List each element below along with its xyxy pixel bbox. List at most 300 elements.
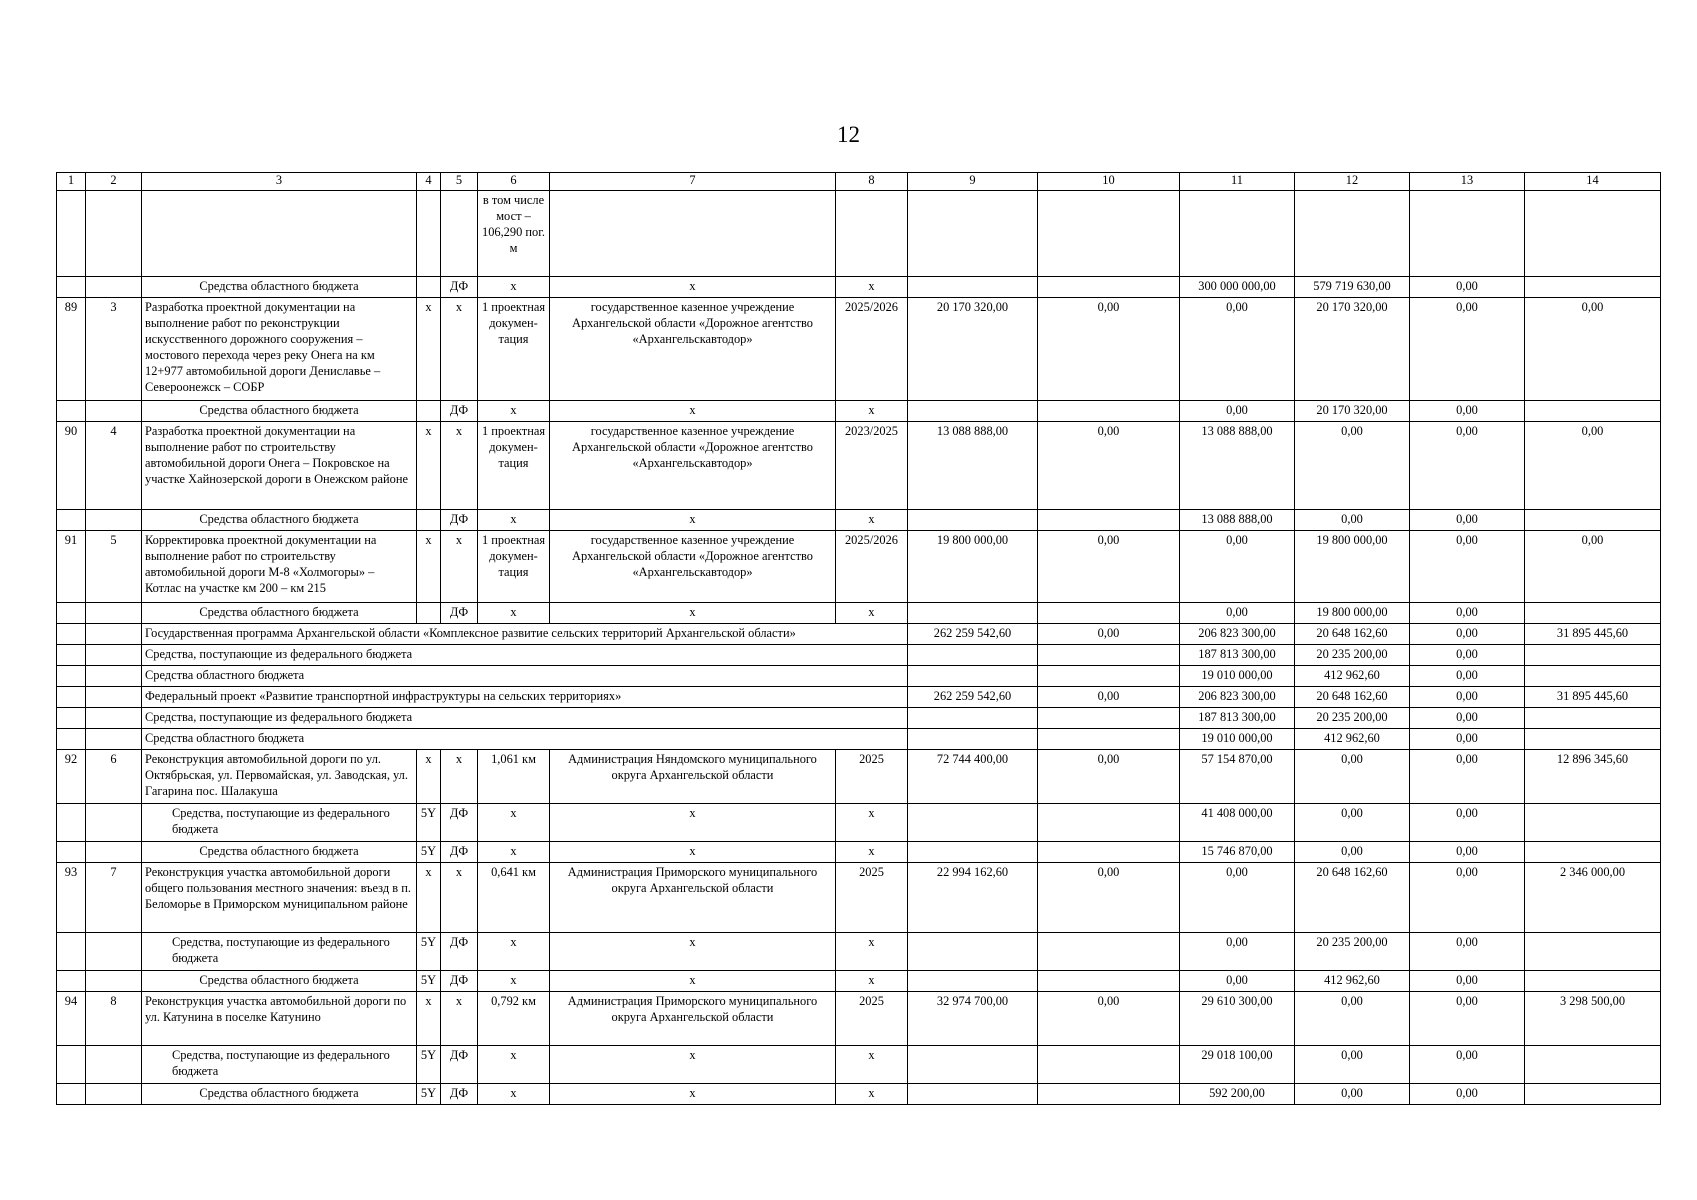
table-cell [1038,277,1180,298]
table-cell: х [836,510,908,531]
table-cell: 187 813 300,00 [1180,708,1295,729]
table-cell: х [550,401,836,422]
table-cell [908,708,1038,729]
table-cell: 0,00 [1180,531,1295,603]
column-number: 7 [550,173,836,191]
table-cell: х [417,422,441,510]
table-cell: 15 746 870,00 [1180,842,1295,863]
table-cell [57,277,86,298]
table-cell [908,971,1038,992]
table-cell: 4 [86,422,142,510]
table-cell [57,933,86,971]
table-cell: 2023/2025 [836,422,908,510]
column-number: 2 [86,173,142,191]
column-number: 4 [417,173,441,191]
table-cell [1525,401,1661,422]
table-cell [57,971,86,992]
table-cell: 0,00 [1410,277,1525,298]
table-cell: 13 088 888,00 [1180,422,1295,510]
table-cell: 0,00 [1038,863,1180,933]
table-cell: х [478,277,550,298]
table-row [57,933,1661,971]
table-cell: 0,00 [1180,603,1295,624]
row-title [142,191,417,277]
table-cell: 13 088 888,00 [1180,510,1295,531]
table-cell: 0,00 [1410,624,1525,645]
table-cell: х [441,531,478,603]
table-cell: 0,00 [1038,750,1180,804]
table-row [57,510,1661,531]
row-title: Средства областного бюджета [142,510,417,531]
table-cell: х [836,277,908,298]
table-cell [1038,191,1180,277]
table-cell: 0,00 [1410,750,1525,804]
table-cell: 0,00 [1410,971,1525,992]
table-cell: х [417,298,441,401]
table-cell: 0,00 [1410,401,1525,422]
table-cell: государственное казенное учреждение Архангельской области «Дорожное агентство «Архангельскавтодор» [550,531,836,603]
row-title: Корректировка проектной документации на выполнение работ по строительству автомобильной дороги М-8 «Холмогоры» – Котлас на участке км 200 – км 215 [142,531,417,603]
table-cell: 0,00 [1410,708,1525,729]
row-title: Разработка проектной документации на выполнение работ по реконструкции искусственного дорожного сооружения – мостового перехода через реку Онега на км 12+977 автомобильной дороги Дениславье – Североонежск – СОБР [142,298,417,401]
column-number-row [57,173,1661,191]
table-cell: х [836,1046,908,1084]
table-cell: 41 408 000,00 [1180,804,1295,842]
table-cell: 5Y [417,842,441,863]
page-number: 12 [837,122,860,147]
table-cell: 262 259 542,60 [908,624,1038,645]
table-cell: 20 170 320,00 [1295,298,1410,401]
table-cell [908,666,1038,687]
table-cell: х [417,531,441,603]
table-cell: 0,00 [1038,422,1180,510]
table-cell: 57 154 870,00 [1180,750,1295,804]
table-cell: 22 994 162,60 [908,863,1038,933]
table-cell: 19 800 000,00 [1295,531,1410,603]
table-cell: 20 235 200,00 [1295,645,1410,666]
table-cell: х [550,933,836,971]
table-cell [86,603,142,624]
table-cell: 12 896 345,60 [1525,750,1661,804]
table-cell [1525,708,1661,729]
table-cell: 94 [57,992,86,1046]
table-row [57,298,1661,401]
table-cell: 0,00 [1410,298,1525,401]
table-cell [1410,191,1525,277]
table-cell [1525,666,1661,687]
table-cell: 20 235 200,00 [1295,933,1410,971]
table-cell [86,804,142,842]
table-cell [1525,933,1661,971]
table-cell: 0,00 [1410,687,1525,708]
table-cell [86,645,142,666]
table-cell: х [550,510,836,531]
table-cell [57,708,86,729]
table-cell: государственное казенное учреждение Архангельской области «Дорожное агентство «Архангельскавтодор» [550,422,836,510]
table-cell [908,1084,1038,1105]
table-row [57,992,1661,1046]
table-cell [1038,708,1180,729]
table-cell: ДФ [441,1084,478,1105]
table-cell: х [836,804,908,842]
table-row [57,1046,1661,1084]
table-cell: 31 895 445,60 [1525,687,1661,708]
table-cell: х [550,842,836,863]
table-cell: 91 [57,531,86,603]
row-title: Разработка проектной документации на выполнение работ по строительству автомобильной дороги Онега – Покровское на участке Хайнозерской дороги в Онежском районе [142,422,417,510]
table-cell [1038,729,1180,750]
table-cell: 8 [86,992,142,1046]
table-cell: 0,00 [1038,687,1180,708]
table-cell [908,401,1038,422]
table-cell: 2025/2026 [836,298,908,401]
table-cell: 0,641 км [478,863,550,933]
table-cell [1525,729,1661,750]
table-cell: 13 088 888,00 [908,422,1038,510]
row-title: Средства областного бюджета [142,729,908,750]
table-cell: 1 проектная докумен-тация [478,531,550,603]
table-row [57,804,1661,842]
table-row [57,729,1661,750]
table-cell: 0,00 [1525,531,1661,603]
table-cell [86,624,142,645]
table-row [57,708,1661,729]
table-cell [86,729,142,750]
table-cell: 0,00 [1410,510,1525,531]
table-cell [1525,804,1661,842]
table-cell: х [478,510,550,531]
table-cell: ДФ [441,603,478,624]
table-cell: ДФ [441,804,478,842]
row-title: Средства областного бюджета [142,401,417,422]
column-number: 3 [142,173,417,191]
table-cell: Администрация Приморского муниципального округа Архангельской области [550,863,836,933]
table-cell: х [550,804,836,842]
table-row [57,422,1661,510]
table-cell: ДФ [441,277,478,298]
table-cell: 2 346 000,00 [1525,863,1661,933]
table-row [57,863,1661,933]
table-cell: 0,00 [1038,531,1180,603]
table-cell [417,603,441,624]
table-cell: 187 813 300,00 [1180,645,1295,666]
table-row [57,971,1661,992]
row-title: Реконструкция автомобильной дороги по ул. Октябрьская, ул. Первомайская, ул. Заводская, ул. Гагарина пос. Шалакуша [142,750,417,804]
table-cell [57,603,86,624]
table-cell: х [836,971,908,992]
table-cell: 0,00 [1180,933,1295,971]
table-cell: Администрация Приморского муниципального округа Архангельской области [550,992,836,1046]
table-cell: х [478,971,550,992]
table-cell [908,603,1038,624]
table-cell: 0,00 [1410,531,1525,603]
table-cell: х [836,842,908,863]
table-cell: 20 170 320,00 [1295,401,1410,422]
table-cell: 0,00 [1295,1046,1410,1084]
table-cell: х [441,750,478,804]
table-cell [1525,191,1661,277]
row-title: Средства областного бюджета [142,1084,417,1105]
table-cell [1525,645,1661,666]
table-cell [86,277,142,298]
table-row [57,531,1661,603]
table-cell: 412 962,60 [1295,971,1410,992]
row-title: Средства областного бюджета [142,971,417,992]
table-cell: 0,00 [1180,863,1295,933]
table-cell [908,804,1038,842]
row-title: Средства, поступающие из федерального бюджета [142,708,908,729]
table-cell: х [550,1084,836,1105]
table-row [57,191,1661,277]
table-cell [86,971,142,992]
table-cell: 0,00 [1410,842,1525,863]
table-cell [836,191,908,277]
table-cell: 1 проектная докумен-тация [478,422,550,510]
table-cell: 0,00 [1410,992,1525,1046]
table-cell: 0,00 [1295,422,1410,510]
table-cell: 5Y [417,933,441,971]
table-cell [1525,1084,1661,1105]
table-cell: х [550,1046,836,1084]
table-cell: 2025 [836,863,908,933]
table-cell [57,191,86,277]
table-cell: х [836,603,908,624]
table-cell [57,804,86,842]
table-cell [57,1046,86,1084]
table-cell [908,191,1038,277]
table-cell: 89 [57,298,86,401]
table-cell: ДФ [441,401,478,422]
table-cell: 19 800 000,00 [1295,603,1410,624]
column-number: 8 [836,173,908,191]
table-cell [1038,645,1180,666]
table-cell: х [417,750,441,804]
table-cell [1180,191,1295,277]
table-cell [1525,842,1661,863]
table-cell [57,842,86,863]
table-cell: 5Y [417,971,441,992]
table-cell: 0,00 [1410,645,1525,666]
row-title: Средства, поступающие из федерального бюджета [142,645,908,666]
table-cell: 90 [57,422,86,510]
table-cell [908,933,1038,971]
table-cell: 7 [86,863,142,933]
row-title: Средства областного бюджета [142,603,417,624]
table-cell: 412 962,60 [1295,666,1410,687]
table-cell [1038,1084,1180,1105]
table-cell: государственное казенное учреждение Архангельской области «Дорожное агентство «Архангельскавтодор» [550,298,836,401]
table-cell: х [836,401,908,422]
table-cell [908,277,1038,298]
table-cell [1038,401,1180,422]
table-cell [86,1084,142,1105]
table-cell: 0,00 [1295,992,1410,1046]
table-cell: х [478,933,550,971]
table-cell [908,1046,1038,1084]
table-cell [1038,933,1180,971]
table-cell: ДФ [441,1046,478,1084]
table-cell: 0,00 [1525,422,1661,510]
table-cell: 2025/2026 [836,531,908,603]
table-cell: 0,00 [1038,298,1180,401]
table-cell: 0,00 [1180,298,1295,401]
table-cell: х [836,933,908,971]
table-cell [57,401,86,422]
table-cell: 0,00 [1410,666,1525,687]
table-cell: 0,00 [1410,1046,1525,1084]
table-cell [86,933,142,971]
table-cell: 0,00 [1180,971,1295,992]
table-row [57,666,1661,687]
table-cell [1038,804,1180,842]
table-cell [908,645,1038,666]
table-cell [86,708,142,729]
table-cell: х [441,422,478,510]
table-cell [417,277,441,298]
table-cell: х [478,804,550,842]
table-cell [86,1046,142,1084]
table-row [57,645,1661,666]
table-cell: 592 200,00 [1180,1084,1295,1105]
table-cell: 0,00 [1410,863,1525,933]
row-title: Средства областного бюджета [142,666,908,687]
table-row [57,624,1661,645]
table-cell [86,510,142,531]
table-cell: 0,00 [1410,729,1525,750]
table-cell: в том числе мост – 106,290 пог. м [478,191,550,277]
table-cell: 20 235 200,00 [1295,708,1410,729]
table-cell [908,510,1038,531]
table-cell [57,510,86,531]
table-cell [57,645,86,666]
row-title: Средства областного бюджета [142,842,417,863]
table-cell [1295,191,1410,277]
table-cell: х [441,863,478,933]
table-cell: 20 648 162,60 [1295,863,1410,933]
table-cell: х [836,1084,908,1105]
table-cell: ДФ [441,842,478,863]
table-cell: 412 962,60 [1295,729,1410,750]
table-cell: х [478,401,550,422]
column-number: 14 [1525,173,1661,191]
table-cell: 93 [57,863,86,933]
table-cell: х [417,992,441,1046]
column-number: 11 [1180,173,1295,191]
row-title: Средства, поступающие из федерального бюджета [142,804,417,842]
table-cell: х [550,971,836,992]
table-cell: 6 [86,750,142,804]
table-cell: 206 823 300,00 [1180,624,1295,645]
table-cell [1038,603,1180,624]
table-cell [1525,603,1661,624]
column-number: 10 [1038,173,1180,191]
table-cell [1038,971,1180,992]
table-cell: Администрация Няндомского муниципального округа Архангельской области [550,750,836,804]
table-cell [86,842,142,863]
table-body [57,173,1661,1105]
table-cell [1038,510,1180,531]
table-cell: 1,061 км [478,750,550,804]
table-cell [550,191,836,277]
row-title: Реконструкция участка автомобильной дороги общего пользования местного значения: въезд в п. Беломорье в Приморском муниципальном районе [142,863,417,933]
table-cell [57,729,86,750]
table-cell: 0,00 [1038,992,1180,1046]
table-cell: 19 010 000,00 [1180,666,1295,687]
table-cell: х [478,603,550,624]
column-number: 12 [1295,173,1410,191]
row-title: Средства, поступающие из федерального бюджета [142,933,417,971]
table-cell: 32 974 700,00 [908,992,1038,1046]
table-cell: х [478,1046,550,1084]
table-cell [908,842,1038,863]
table-cell: х [441,298,478,401]
table-cell [86,191,142,277]
table-cell [1525,1046,1661,1084]
table-cell: 262 259 542,60 [908,687,1038,708]
table-cell: 2025 [836,750,908,804]
column-number: 13 [1410,173,1525,191]
table-cell: 0,00 [1180,401,1295,422]
table-cell: х [441,992,478,1046]
table-cell: 5Y [417,804,441,842]
table-cell: ДФ [441,933,478,971]
table-cell: 0,00 [1295,750,1410,804]
row-title: Федеральный проект «Развитие транспортной инфраструктуры на сельских территориях» [142,687,908,708]
table-cell: х [550,603,836,624]
table-cell: х [417,863,441,933]
table-row [57,277,1661,298]
table-cell: 5Y [417,1084,441,1105]
row-title: Реконструкция участка автомобильной дороги по ул. Катунина в поселке Катунино [142,992,417,1046]
table-cell: 0,00 [1295,842,1410,863]
table-cell: 0,00 [1038,624,1180,645]
table-cell: 300 000 000,00 [1180,277,1295,298]
table-cell: 29 610 300,00 [1180,992,1295,1046]
table-cell [1525,277,1661,298]
table-cell: 20 648 162,60 [1295,624,1410,645]
table-cell [57,1084,86,1105]
table-row [57,750,1661,804]
table-row [57,603,1661,624]
table-cell: 92 [57,750,86,804]
table-cell [1525,971,1661,992]
table-cell: х [478,842,550,863]
row-title: Государственная программа Архангельской области «Комплексное развитие сельских территорий Архангельской области» [142,624,908,645]
budget-table [56,172,1661,1105]
column-number: 6 [478,173,550,191]
table-cell [57,666,86,687]
table-cell: 0,00 [1410,804,1525,842]
column-number: 1 [57,173,86,191]
table-cell: 0,00 [1295,804,1410,842]
table-row [57,842,1661,863]
table-cell: ДФ [441,971,478,992]
table-cell: 0,00 [1295,510,1410,531]
table-cell: 20 648 162,60 [1295,687,1410,708]
table-cell [1038,842,1180,863]
table-cell: 0,00 [1410,933,1525,971]
row-title: Средства, поступающие из федерального бюджета [142,1046,417,1084]
column-number: 9 [908,173,1038,191]
table-cell [1038,1046,1180,1084]
table-cell: ДФ [441,510,478,531]
table-cell [57,624,86,645]
table-cell: 0,00 [1410,422,1525,510]
table-cell [441,191,478,277]
table-cell: 0,00 [1410,1084,1525,1105]
table-cell: 19 800 000,00 [908,531,1038,603]
table-cell: 20 170 320,00 [908,298,1038,401]
